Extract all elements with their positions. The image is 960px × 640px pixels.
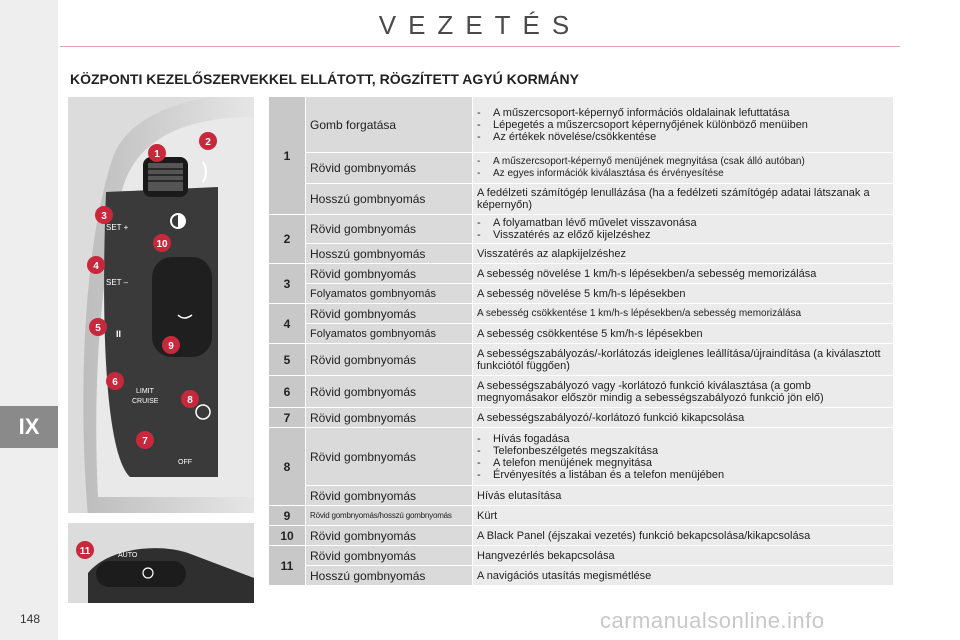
svg-text:OFF: OFF xyxy=(178,459,192,466)
list-item: - Érvényesítés a listában és a telefon menüjében xyxy=(477,469,889,481)
description-cell: A navigációs utasítás megismétlése xyxy=(473,566,894,586)
svg-text:SET –: SET – xyxy=(106,278,129,287)
description-cell: Kürt xyxy=(473,506,894,526)
title-divider xyxy=(60,46,900,47)
watermark: carmanualsonline.info xyxy=(600,608,825,633)
table-row xyxy=(269,215,894,244)
svg-text:5: 5 xyxy=(95,323,101,334)
action-cell: Rövid gombnyomás xyxy=(306,408,473,428)
action-cell: Folyamatos gombnyomás xyxy=(306,284,473,304)
table-row xyxy=(269,184,894,215)
description-cell: Hívás elutasítása xyxy=(473,486,894,506)
chapter-strip xyxy=(0,0,58,640)
row-number: 7 xyxy=(269,408,306,428)
action-cell: Rövid gombnyomás xyxy=(306,304,473,324)
svg-text:3: 3 xyxy=(101,211,107,222)
description-cell: A Black Panel (éjszakai vezetés) funkció bekapcsolása/kikapcsolása xyxy=(473,526,894,546)
table-row xyxy=(269,486,894,506)
description-cell: Hangvezérlés bekapcsolása xyxy=(473,546,894,566)
action-cell: Rövid gombnyomás xyxy=(306,526,473,546)
table-row xyxy=(269,376,894,408)
list-item: - A műszercsoport-képernyő menüjének megnyitása (csak álló autóban) xyxy=(477,156,889,168)
table-row xyxy=(269,244,894,264)
description-cell: A sebességszabályozó/-korlátozó funkció kikapcsolása xyxy=(473,408,894,428)
chapter-tab: IX xyxy=(0,406,58,448)
svg-text:8: 8 xyxy=(187,395,193,406)
section-title: KÖZPONTI KEZELŐSZERVEKKEL ELLÁTOTT, RÖGZÍTETT AGYÚ KORMÁNY xyxy=(70,71,579,87)
row-number: 2 xyxy=(269,215,306,264)
svg-text:AUTO: AUTO xyxy=(118,552,138,559)
row-number: 10 xyxy=(269,526,306,546)
list-item: - Hívás fogadása xyxy=(477,433,889,445)
description-cell xyxy=(473,97,894,153)
table-row xyxy=(269,264,894,284)
row-number: 3 xyxy=(269,264,306,304)
action-cell: Hosszú gombnyomás xyxy=(306,244,473,264)
action-cell: Rövid gombnyomás xyxy=(306,486,473,506)
table-row xyxy=(269,546,894,566)
description-cell: A fedélzeti számítógép lenullázása (ha a fedélzeti számítógép adatai látszanak a képernyőn) xyxy=(473,184,894,215)
action-cell: Folyamatos gombnyomás xyxy=(306,324,473,344)
action-cell: Rövid gombnyomás xyxy=(306,376,473,408)
action-cell: Rövid gombnyomás xyxy=(306,215,473,244)
description-cell xyxy=(473,153,894,184)
table-row xyxy=(269,324,894,344)
row-number: 1 xyxy=(269,97,306,215)
action-cell: Hosszú gombnyomás xyxy=(306,566,473,586)
controls-table xyxy=(268,96,894,586)
row-number: 5 xyxy=(269,344,306,376)
page-number: 148 xyxy=(20,612,41,626)
list-item: - Az egyes információk kiválasztása és érvényesítése xyxy=(477,168,889,180)
table-row xyxy=(269,566,894,586)
svg-text:II: II xyxy=(116,329,122,339)
action-cell: Gomb forgatása xyxy=(306,97,473,153)
table-row xyxy=(269,428,894,486)
svg-text:2: 2 xyxy=(205,137,211,148)
action-cell: Rövid gombnyomás xyxy=(306,428,473,486)
light-stalk-illustration xyxy=(68,523,254,603)
list-item: - A folyamatban lévő művelet visszavonása xyxy=(477,217,889,229)
svg-text:1: 1 xyxy=(154,149,160,160)
svg-text:6: 6 xyxy=(112,377,118,388)
svg-text:LIMIT: LIMIT xyxy=(136,388,154,395)
description-cell xyxy=(473,215,894,244)
row-number: 6 xyxy=(269,376,306,408)
row-number: 11 xyxy=(269,546,306,586)
table-row xyxy=(269,304,894,324)
description-cell: A sebesség csökkentése 1 km/h-s lépésekben/a sebesség memorizálása xyxy=(473,304,894,324)
description-cell: A sebességszabályozás/-korlátozás ideiglenes leállítása/újraindítása (a kiválasztott funkciótól függően) xyxy=(473,344,894,376)
list-item: - Az értékek növelése/csökkentése xyxy=(477,131,889,143)
description-cell: Visszatérés az alapkijelzéshez xyxy=(473,244,894,264)
table-row xyxy=(269,344,894,376)
svg-text:SET +: SET + xyxy=(106,223,129,232)
svg-text:9: 9 xyxy=(168,341,174,352)
table-row xyxy=(269,284,894,304)
svg-text:11: 11 xyxy=(79,546,91,557)
table-row xyxy=(269,506,894,526)
table-row xyxy=(269,526,894,546)
action-cell: Rövid gombnyomás xyxy=(306,153,473,184)
table-row xyxy=(269,97,894,153)
list-item: - A telefon menüjének megnyitása xyxy=(477,457,889,469)
action-cell: Rövid gombnyomás/hosszú gombnyomás xyxy=(306,506,473,526)
svg-text:10: 10 xyxy=(156,239,168,250)
list-item: - Lépegetés a műszercsoport képernyőjének különböző menüiben xyxy=(477,119,889,131)
action-cell: Rövid gombnyomás xyxy=(306,264,473,284)
page-title: VEZETÉS xyxy=(378,10,582,40)
steering-wheel-illustration xyxy=(68,97,254,513)
row-number: 4 xyxy=(269,304,306,344)
row-number: 8 xyxy=(269,428,306,506)
description-cell: A sebesség növelése 5 km/h-s lépésekben xyxy=(473,284,894,304)
description-cell: A sebesség csökkentése 5 km/h-s lépésekben xyxy=(473,324,894,344)
list-item: - A műszercsoport-képernyő információs oldalainak lefuttatása xyxy=(477,107,889,119)
action-cell: Hosszú gombnyomás xyxy=(306,184,473,215)
action-cell: Rövid gombnyomás xyxy=(306,546,473,566)
svg-text:7: 7 xyxy=(142,436,148,447)
description-cell xyxy=(473,428,894,486)
horn-pad xyxy=(152,257,212,357)
svg-text:CRUISE: CRUISE xyxy=(132,398,159,405)
row-number: 9 xyxy=(269,506,306,526)
description-cell: A sebesség növelése 1 km/h-s lépésekben/a sebesség memorizálása xyxy=(473,264,894,284)
list-item: - Visszatérés az előző kijelzéshez xyxy=(477,229,889,241)
table-row xyxy=(269,153,894,184)
description-cell: A sebességszabályozó vagy -korlátozó funkció kiválasztása (a gomb megnyomásakor először mindig a sebességszabályozó funkció jön elő) xyxy=(473,376,894,408)
list-item: - Telefonbeszélgetés megszakítása xyxy=(477,445,889,457)
svg-text:4: 4 xyxy=(93,261,99,272)
action-cell: Rövid gombnyomás xyxy=(306,344,473,376)
table-row xyxy=(269,408,894,428)
